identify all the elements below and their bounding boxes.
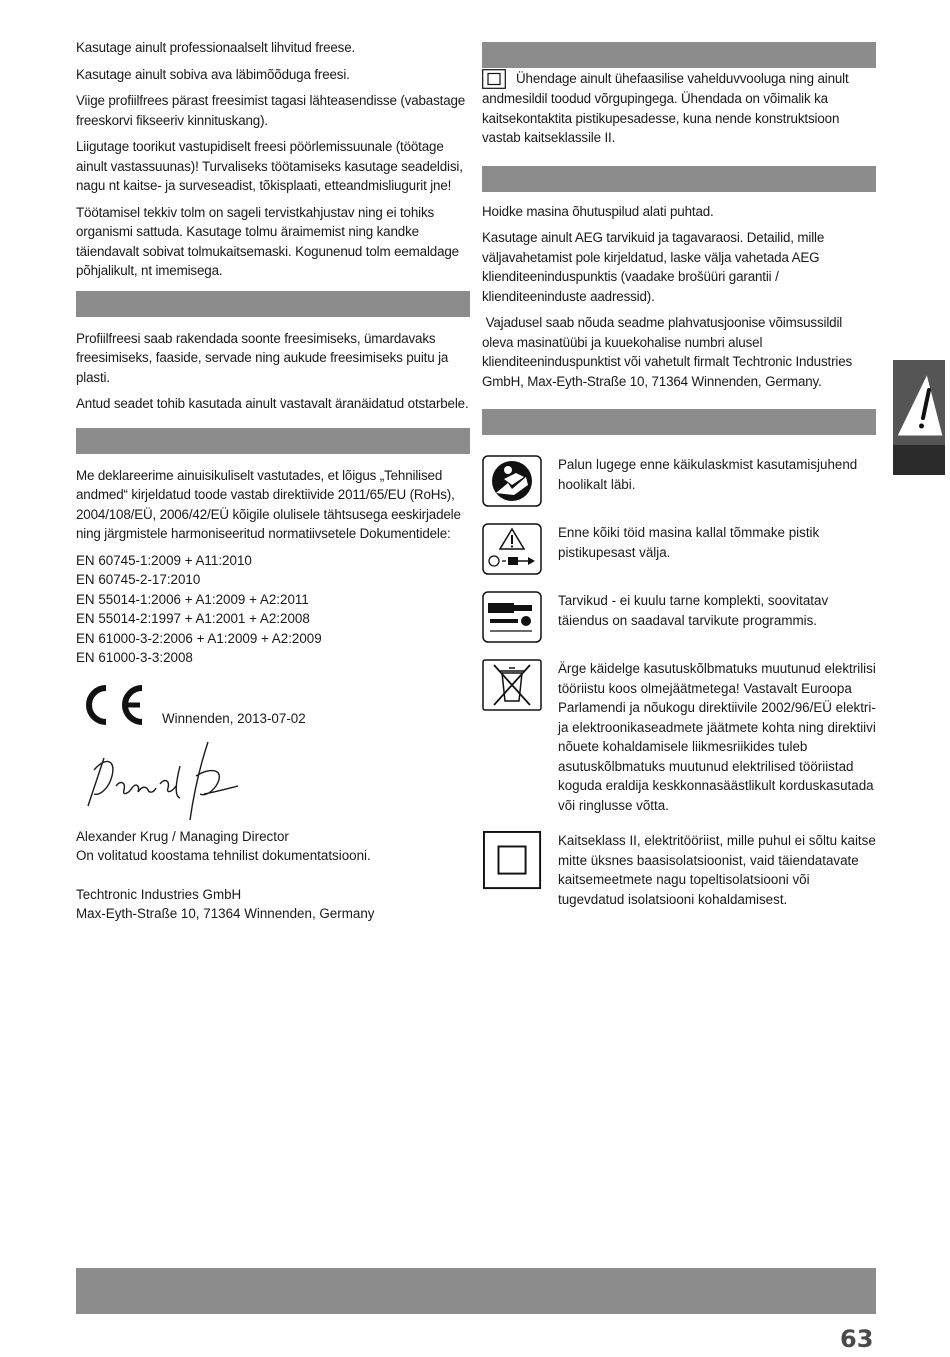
usage-section: [76, 329, 470, 414]
footer-bar: [76, 1268, 876, 1314]
symbols-section: [482, 455, 876, 909]
standards-list: [76, 551, 470, 668]
company-name: Techtronic Industries GmbH: [76, 886, 242, 902]
maintenance-para: Hoidke masina õhutuspilud alati puhtad.: [482, 203, 714, 219]
ce-row: [76, 682, 470, 728]
standard-item: EN 60745-1:2009 + A11:2010: [76, 552, 252, 568]
safety-para: Töötamisel tekkiv tolm on sageli tervistkahjustav ning ei tohiks organismi sattuda. Kasutage tolmu äraimemist ning kandke täiendavalt sobivat tolmukaitsemaski. Kogunenud tolm eemaldage põhjalikult, nt imemisega.: [76, 204, 459, 278]
symbol-row: [482, 455, 876, 507]
maintenance-section: [482, 202, 876, 392]
authorized-note: On volitatud koostama tehnilist dokumentatsiooni.: [76, 848, 371, 863]
symbol-row: [482, 831, 876, 909]
right-column: [482, 42, 876, 925]
company-address: Max-Eyth-Straße 10, 71364 Winnenden, Germany: [76, 906, 375, 921]
safety-para: Viige profiilfrees pärast freesimist tagasi lähteasendisse (vabastage freeskorvi fikseeriv kinnituskang).: [76, 93, 466, 128]
signature-icon: [76, 736, 246, 822]
section-header-bar: [76, 291, 470, 317]
place-date: Winnenden, 2013-07-02: [162, 710, 306, 726]
usage-para: Antud seadet tohib kasutada ainult vastavalt äranäidatud otstarbele.: [76, 396, 469, 411]
electrical-para: Ühendage ainult ühefaasilise vahelduvvooluga ning ainult andmesildil toodud võrgupingega. Ühendada on võimalik ka kaitsekontaktita pistikupesadesse, kuna nende konstruktsioon vastab kaitseklassile II.: [482, 71, 849, 145]
standard-item: EN 61000-3-3:2008: [76, 650, 193, 665]
warning-side-tab: [893, 360, 945, 475]
conformity-section: [76, 466, 470, 924]
unplug-warning-icon: [482, 523, 544, 575]
symbol-text: Enne kõiki töid masina kallal tõmmake pistik pistikupesast välja.: [558, 525, 820, 560]
electrical-section: [482, 69, 876, 148]
ce-mark-icon: [76, 682, 148, 728]
standard-item: EN 60745-2-17:2010: [76, 572, 201, 587]
section-header-bar: [76, 428, 470, 454]
symbol-row: [482, 523, 876, 575]
symbol-text: Tarvikud - ei kuulu tarne komplekti, soovitatav täiendus on saadaval tarvikute programmis.: [558, 593, 829, 628]
safety-para: Kasutage ainult professionaalselt lihvitud freese.: [76, 40, 356, 55]
class-ii-icon: [482, 831, 544, 891]
section-header-bar: [482, 166, 876, 192]
standard-item: EN 55014-2:1997 + A1:2001 + A2:2008: [76, 611, 310, 626]
usage-para: Profiilfreesi saab rakendada soonte freesimiseks, ümardavaks freesimiseks, faaside, servade ning aukude freesimiseks puitu ja plasti.: [76, 330, 449, 385]
read-manual-icon: [482, 455, 544, 507]
safety-section: [76, 38, 470, 281]
maintenance-para: Vajadusel saab nõuda seadme plahvatusjoonise võimsussildil oleva masinatüübi ja kuuekohalise numbri alusel klienditeeninduspunktist või vahetult firmalt Techtronic Industries GmbH, Max-Eyth-Straße 10, 71364 Winnenden, Germany.: [482, 315, 856, 389]
symbol-text: Ärge käidelge kasutuskõlbmatuks muutunud elektrilisi tööriistu koos olmejäätmetega! Vastavalt Euroopa Parlamendi ja nõukogu direktiivile 2002/96/EÜ elektri- ja elektroonikaseadmete jäätmete kohta ning direktiivi nõuete kohaldamisele liikmesriikides tuleb asutuskõlbmatuks muutunud elektrilised tööriistad koguda eraldija keskkonnasäästlikult korduskasutada või ringlusse võtta.: [558, 661, 876, 813]
symbol-row: [482, 659, 876, 815]
safety-para: Liigutage toorikut vastupidiselt freesi pöörlemissuunale (töötage ainult vastassuunas)! Turvaliseks töötamiseks kasutage seadeldisi, nagu nt kaitse- ja surveseadist, tõkisplaati, etteandmisliugurit jne!: [76, 139, 463, 193]
accessory-icon: [482, 591, 544, 643]
weee-bin-icon: [482, 659, 544, 711]
section-header-bar: [482, 409, 876, 435]
standard-item: EN 61000-3-2:2006 + A1:2009 + A2:2009: [76, 630, 322, 646]
section-header-bar: [482, 42, 876, 68]
conformity-intro: Me deklareerime ainuisikuliselt vastutades, et lõigus „Tehnilised andmed“ kirjeldatud toode vastab direktiivide 2011/65/EU (RoHs), 2004/108/EÜ, 2006/42/EÜ kõigile olulisele tähtsusega eeskirjadele ning järgmistele harmoniseeritud normatiivsetele Dokumentidele:: [76, 467, 461, 541]
electrical-para-wrap: [482, 69, 876, 148]
symbol-text: Kaitseklass II, elektritööriist, mille puhul ei sõltu kaitse mitte üksnes baasisolatsioonist, vaid täiendatavate kaitsemeetmete nagu topeltisolatsiooni või tugevdatud isolatsiooni kohaldamisest.: [558, 833, 876, 907]
class-ii-inline-icon: [482, 69, 506, 89]
standard-item: EN 55014-1:2006 + A1:2009 + A2:2011: [76, 591, 309, 607]
signatory-name: Alexander Krug / Managing Director: [76, 828, 289, 844]
page-number: 63: [840, 1325, 874, 1353]
maintenance-para: Kasutage ainult AEG tarvikuid ja tagavaraosi. Detailid, mille väljavahetamist pole kirjeldatud, laske välja vahetada AEG klienditeeninduspunktis (vaadake brošüüri garantii / klienditeeninduste aadressid).: [482, 230, 825, 304]
symbol-row: [482, 591, 876, 643]
left-column: [76, 38, 470, 924]
symbol-text: Palun lugege enne käikulaskmist kasutamisjuhend hoolikalt läbi.: [558, 457, 858, 492]
safety-para: Kasutage ainult sobiva ava läbimõõduga freesi.: [76, 66, 350, 82]
